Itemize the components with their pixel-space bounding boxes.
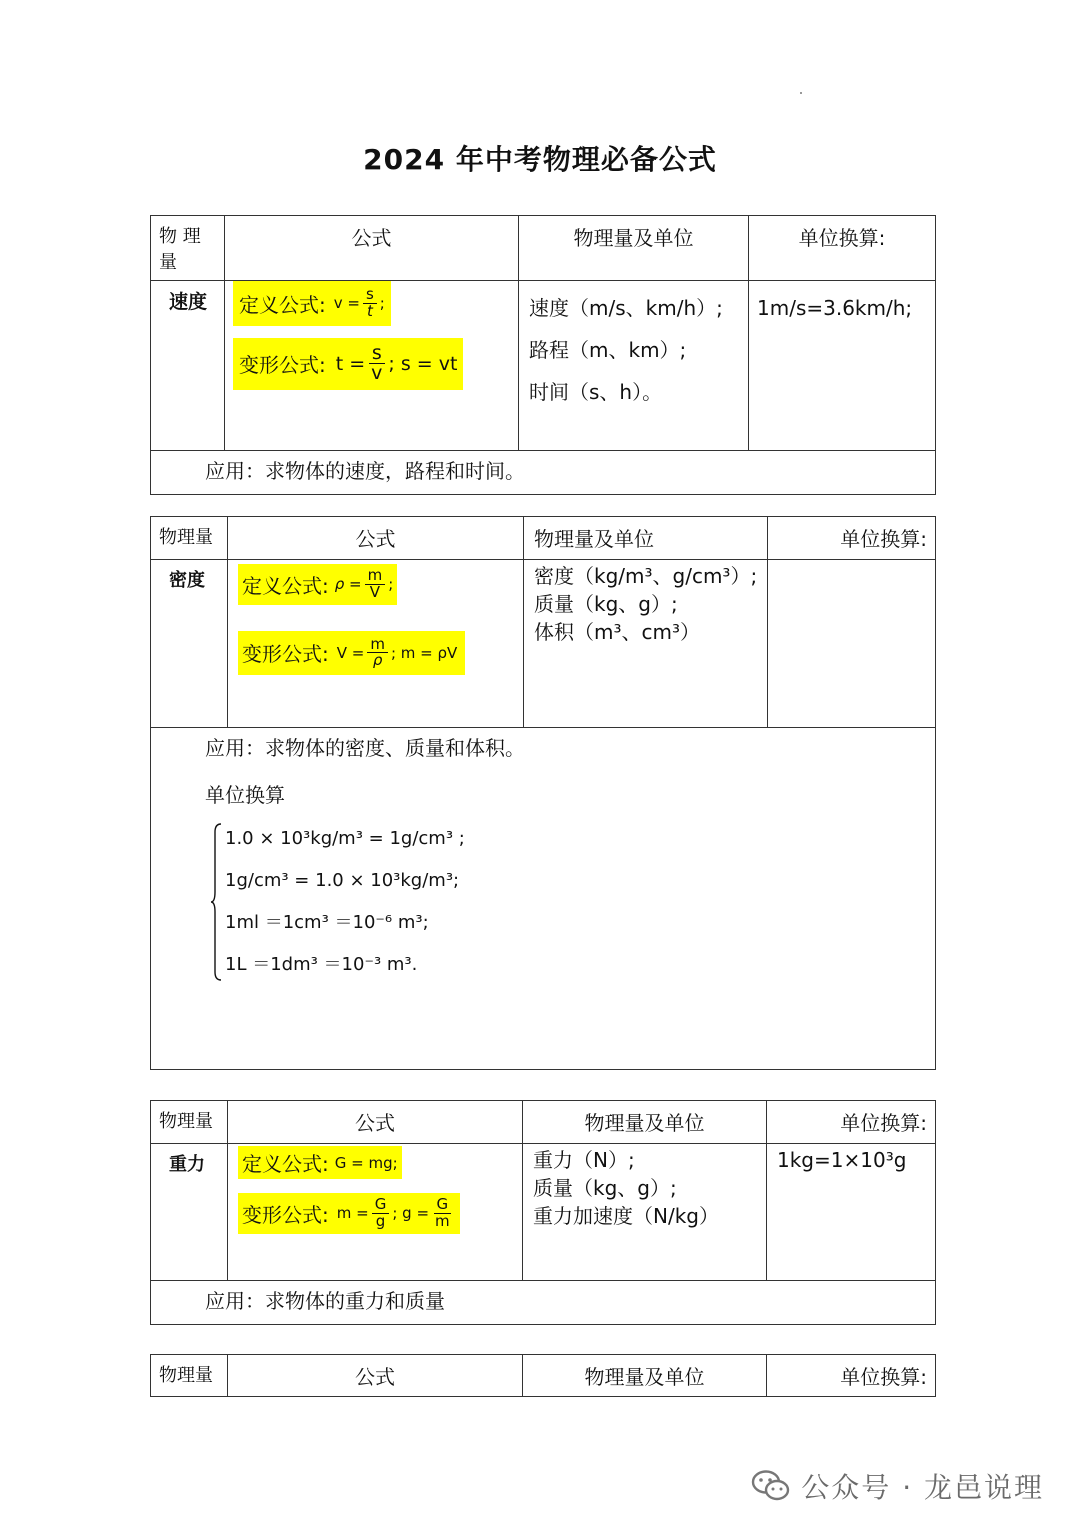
- header-units: 物理量及单位: [519, 216, 749, 281]
- variant-formula: 变形公式: t = $\frac{s}{v}$ ; s = vt: [233, 338, 463, 391]
- unit-line: 重力（N）;: [533, 1148, 635, 1172]
- header-formula: 公式: [228, 517, 524, 560]
- header-quantity: 物 理 量: [151, 216, 225, 281]
- definition-formula: 定义公式: v = $\frac{s}{t}$ ;: [233, 281, 391, 326]
- watermark-text: 公众号 · 龙邑说理: [801, 1471, 1044, 1504]
- unit-line: 重力加速度（N/kg）: [533, 1204, 719, 1228]
- quantity-name: 密度: [169, 570, 205, 591]
- unit-line: 速度（m/s、km/h）;: [529, 296, 723, 320]
- density-table: [150, 516, 936, 1070]
- header-quantity: 物理量: [151, 517, 228, 560]
- header-units: 物理量及单位: [523, 1355, 767, 1397]
- header-quantity: 物理量: [151, 1101, 228, 1144]
- conversion-value: 1m/s=3.6km/h;: [757, 296, 913, 320]
- header-conversion: 单位换算:: [768, 517, 936, 560]
- brace-icon: [211, 822, 223, 982]
- page-title: 2024 年中考物理必备公式: [363, 143, 717, 176]
- conversion-line: 1.0 × 10³kg/m³ = 1g/cm³ ;: [225, 828, 465, 849]
- gravity-table: [150, 1100, 936, 1325]
- definition-formula: 定义公式: G = mg ;: [238, 1146, 402, 1179]
- definition-formula: 定义公式: ρ = $\frac{m}{V}$ ;: [238, 564, 397, 605]
- header-conversion: 单位换算:: [767, 1355, 936, 1397]
- header-formula: 公式: [228, 1101, 523, 1144]
- variant-formula: 变形公式: m = $\frac{G}{g}$ ; g = $\frac{G}{m}$: [238, 1193, 460, 1234]
- unit-line: 时间（s、h）。: [529, 380, 663, 404]
- scan-dot: [800, 92, 802, 94]
- conversion-line: 1ml ＝1cm³ ＝10⁻⁶ m³;: [225, 912, 429, 933]
- unit-line: 路程（m、km）;: [529, 338, 687, 362]
- header-formula: 公式: [225, 216, 519, 281]
- unit-line: 质量（kg、g）;: [534, 592, 678, 616]
- conversion-title: 单位换算: [205, 783, 285, 807]
- header-quantity: 物理量: [151, 1355, 228, 1397]
- header-formula: 公式: [228, 1355, 523, 1397]
- quantity-name: 重力: [169, 1154, 205, 1175]
- speed-table: [150, 215, 936, 495]
- header-units: 物理量及单位: [523, 1101, 767, 1144]
- application-text: 应用：求物体的密度、质量和体积。: [205, 736, 525, 760]
- conversion-list: [213, 818, 927, 986]
- unit-line: 密度（kg/m³、g/cm³）;: [534, 564, 758, 588]
- conversion-value: 1kg=1×10³g: [777, 1148, 907, 1172]
- variant-formula: 变形公式: V = $\frac{m}{\rho}$ ; m = ρV: [238, 631, 465, 676]
- next-table: [150, 1354, 936, 1397]
- quantity-name: 速度: [169, 291, 208, 313]
- header-conversion: 单位换算:: [749, 216, 936, 281]
- application-text: 应用：求物体的速度，路程和时间。: [151, 451, 936, 495]
- unit-line: 质量（kg、g）;: [533, 1176, 677, 1200]
- header-conversion: 单位换算:: [767, 1101, 936, 1144]
- wechat-icon: [751, 1469, 791, 1503]
- conversion-value: [768, 560, 936, 728]
- conversion-line: 1g/cm³ = 1.0 × 10³kg/m³;: [225, 870, 460, 891]
- header-units: 物理量及单位: [524, 517, 768, 560]
- unit-line: 体积（m³、cm³）: [534, 620, 700, 644]
- application-text: 应用：求物体的重力和质量: [151, 1281, 936, 1325]
- conversion-line: 1L ＝1dm³ ＝10⁻³ m³.: [225, 954, 418, 975]
- watermark: [751, 1466, 1044, 1506]
